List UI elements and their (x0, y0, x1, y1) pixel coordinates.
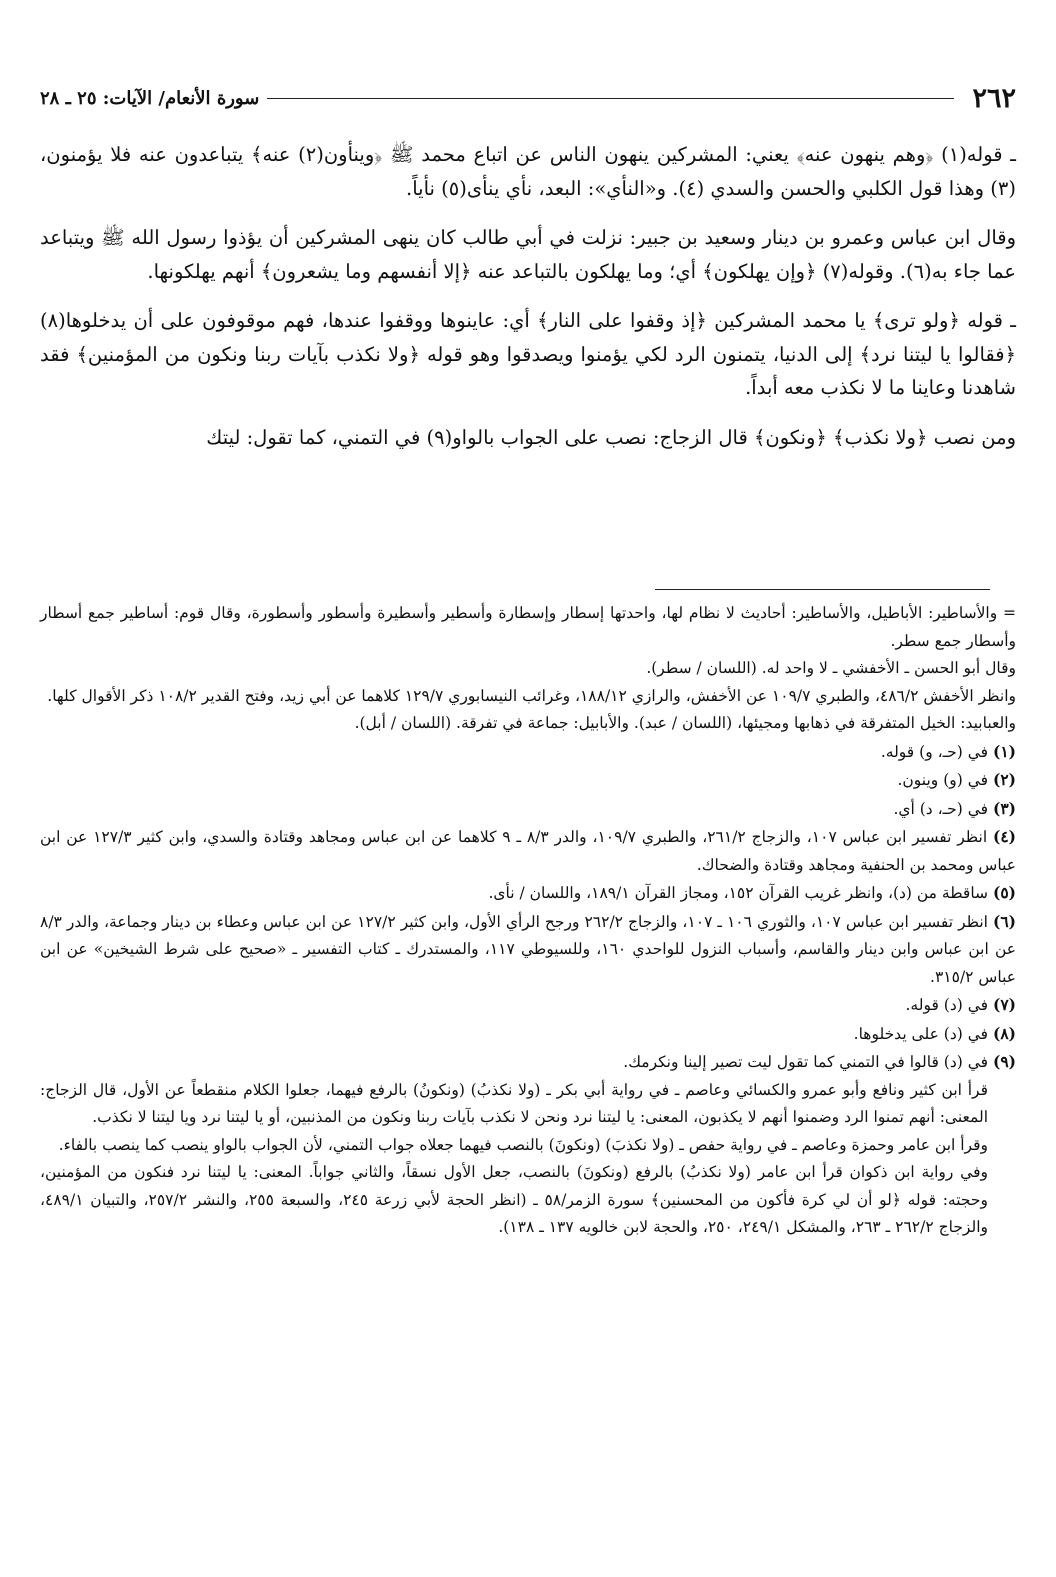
footnote-carryover: وقال أبو الحسن ـ الأخفشي ـ لا واحد له. (اللسان / سطر). (646, 659, 1016, 677)
footnotes (40, 600, 1016, 1242)
footnote (40, 1020, 1016, 1049)
footnote-number: (٨) (992, 1023, 1016, 1043)
footnote-continuation: قرأ ابن كثير ونافع وأبو عمرو والكسائي وعاصم ـ في رواية أبي بكر ـ (ولا نكذبُ) (ونكونُ) بالرفع فيهما، جعلوا الكلام منقطعاً عن الأول، قال الزجاج: المعنى: أنهم تمنوا الرد وضمنوا أنهم لا يكذبون، المعنى: يا ليتنا نرد ونحن لا نكذب بآيات ربنا ونكون من المذنبين، أو يا ليتنا نرد ويا ليتنا لا نكذب. (40, 1080, 988, 1126)
footnote-text: ساقطة من (د)، وانظر غريب القرآن ١٥٢، ومجاز القرآن ١٨٩/١، واللسان / نأى. (488, 884, 989, 902)
main-paragraph: ومن نصب ﴿ولا نكذب﴾ ﴿ونكون﴾ قال الزجاج: نصب على الجواب بالواو(٩) في التمني، كما تقول: ليتك (206, 425, 1016, 449)
footnote-number: (٩) (992, 1052, 1016, 1071)
main-paragraph: وقال ابن عباس وعمرو بن دينار وسعيد بن جبير: نزلت في أبي طالب كان ينهى المشركين أن يؤذوا رسول الله ﷺ ويتباعد عما جاء به(٦). وقوله(٧) ﴿وإن يهلكون﴾ أي؛ وما يهلكون بالتباعد عنه ﴿إلا أنفسهم وما يشعرون﴾ أنهم يهلكونها. (40, 226, 1016, 283)
footnote (40, 908, 1016, 992)
page-header (40, 78, 1016, 118)
footnote-number: (٦) (992, 911, 1016, 931)
footnote-carryover: والعبابيد: الخيل المتفرقة في ذهابها ومجيئها، (اللسان / عبد). والأبابيل: جماعة في تفرقة. (اللسان / أبل). (354, 714, 1016, 732)
footnote (40, 823, 1016, 879)
footnote-continuation: وقرأ ابن عامر وحمزة وعاصم ـ في رواية حفص ـ (ولا نكذبَ) (ونكونَ) بالنصب فيهما جعلاه جواب التمني، لأن الجواب بالواو ينصب كما ينصب بالفاء. (58, 1135, 988, 1154)
footnote-text: في (و) وينون. (897, 771, 989, 789)
footnote-text: في (د) قوله. (905, 996, 989, 1014)
main-text (40, 138, 1016, 470)
footnote-carryover: = والأساطير: الأباطيل، والأساطير: أحاديث لا نظام لها، واحدتها إسطار وإسطارة وأسطير وأسطيرة وأسطور وأسطورة، وقال قوم: أساطير جمع أسطار وأسطار جمع سطر. (40, 604, 1016, 650)
footnote-text: في (حـ، و) قوله. (880, 742, 989, 761)
footnote (40, 795, 1016, 824)
running-title: سورة الأنعام/ الآيات: ٢٥ ـ ٢٨ (40, 87, 260, 109)
main-paragraph: ـ قوله ﴿ولو ترى﴾ يا محمد المشركين ﴿إذ وقفوا على النار﴾ أي: عاينوها ووقفوا عندها، فهم موقوفون على أن يدخلوها(٨) ﴿فقالوا يا ليتنا نرد﴾ إلى الدنيا، يتمنون الرد لكي يؤمنوا ويصدقوا وهو قوله ﴿ولا نكذب بآيات ربنا ونكون من المؤمنين﴾ فقد شاهدنا وعاينا ما لا نكذب معه أبداً. (40, 309, 1016, 399)
footnote-text: في (د) على يدخلوها. (853, 1024, 989, 1043)
footnote (40, 879, 1016, 908)
footnote-number: (١) (992, 741, 1016, 761)
main-paragraph: ـ قوله(١) ﴿وهم ينهون عنه﴾ يعني: المشركين ينهون الناس عن اتباع محمد ﷺ ﴿وينأون(٢) عنه﴾ يتباعدون عنه فلا يؤمنون، (٣) وهذا قول الكلبي والحسن والسدي (٤). و«النأي»: البعد، نأي ينأى(٥) نأياً. (40, 143, 1017, 200)
footnote-number: (٧) (992, 995, 1016, 1014)
footnote-number: (٣) (992, 798, 1016, 818)
footnote-carryover: وانظر الأخفش ٤٨٦/٢، والطبري ١٠٩/٧ عن الأخفش، والرازي ١٨٨/١٢، وغرائب النيسابوري ١٢٩/٧ كلاهما عن أبي زيد، وفتح القدير ١٠٨/٢ ذكر الأقوال كلها. (47, 686, 1016, 705)
footnote-number: (٢) (992, 770, 1016, 789)
header-rule (267, 98, 954, 99)
footnote-text: انظر تفسير ابن عباس ١٠٧، والثوري ١٠٦ ـ ١٠٧، والزجاج ٢٦٢/٢ ورجح الرأي الأول، وابن كثير ١٢٧/٢ عن ابن عباس وعطاء بن دينار وجماعة، والدر ٨/٣ عن ابن عباس وابن دينار والقاسم، وأسباب النزول للواحدي ١٦٠، وللسيوطي ١١٧، والمستدرك ـ كتاب التفسير ـ «صحيح على شرط الشيخين» عن ابن عباس ٣١٥/٢. (40, 912, 1017, 986)
footnote (40, 991, 1016, 1020)
footnote-number: (٥) (992, 883, 1016, 902)
footnote-text: انظر تفسير ابن عباس ١٠٧، والزجاج ٢٦١/٢، والطبري ١٠٩/٧، والدر ٨/٣ ـ ٩ كلاهما عن ابن عباس ومجاهد وقتادة والسدي، وابن كثير ١٢٧/٣ عن ابن عباس ومحمد بن الحنفية ومجاهد وقتادة والضحاك. (40, 828, 1016, 874)
footnote-separator (655, 589, 990, 590)
page-number: ٢٦٢ (972, 82, 1016, 114)
footnote (40, 1048, 1016, 1077)
footnote (40, 766, 1016, 795)
footnote-text: في (حـ، د) أي. (893, 799, 989, 818)
footnote-number: (٤) (992, 827, 1016, 846)
footnote (40, 738, 1016, 767)
footnote-continuation: وفي رواية ابن ذكوان قرأ ابن عامر (ولا نكذبُ) بالرفع (ونكونَ) بالنصب، جعل الأول نسقاً، والثاني جواباً. المعنى: يا ليتنا نرد فنكون من المؤمنين، وحجته: قوله ﴿لو أن لي كرة فأكون من المحسنين﴾ سورة الزمر/٥٨ ـ (انظر الحجة لأبي زرعة ٢٤٥، والسبعة ٢٥٥، والنشر ٢٥٧/٢، والتبيان ٤٨٩/١، والزجاج ٢٦٢/٢ ـ ٢٦٣، والمشكل ٢٤٩/١، ٢٥٠، والحجة لابن خالويه ١٣٧ ـ ١٣٨). (40, 1163, 988, 1236)
footnote-text: في (د) قالوا في التمني كما تقول ليت تصير إلينا ونكرمك. (623, 1053, 989, 1071)
